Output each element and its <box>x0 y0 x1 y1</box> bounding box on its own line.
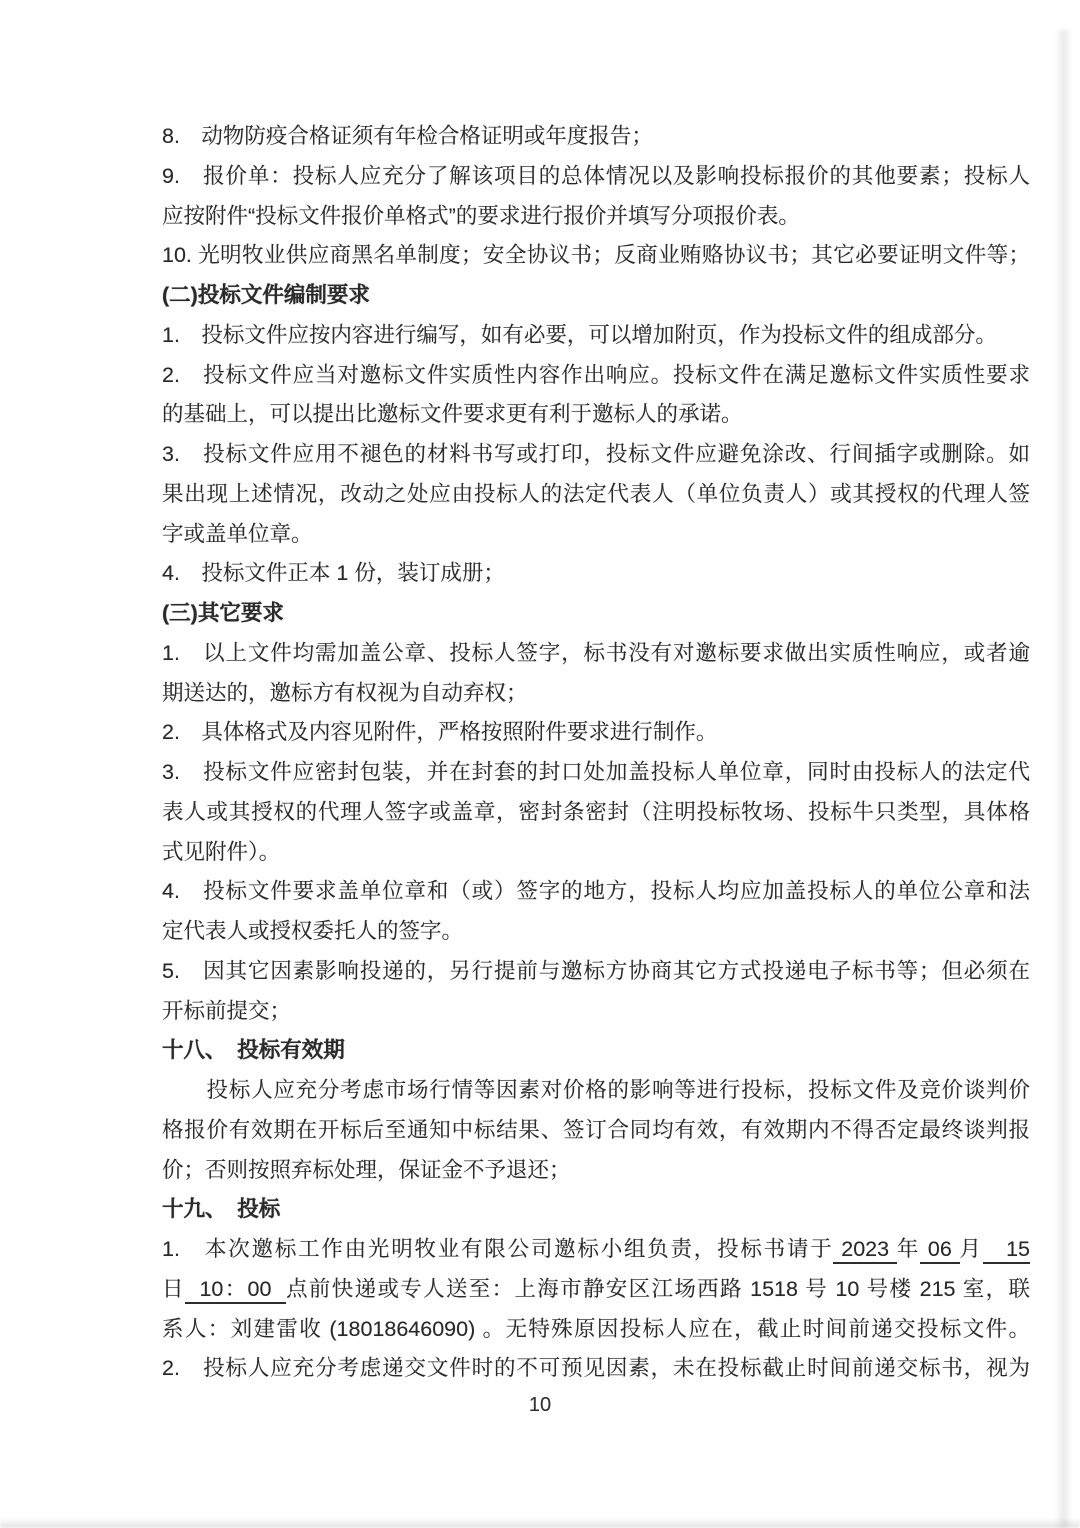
document-body <box>162 117 1030 1389</box>
text-line: 1. 以上文件均需加盖公章、投标人签字，标书没有对邀标要求做出实质性响应，或者逾 <box>162 640 1030 665</box>
page-number: 10 <box>528 1394 552 1416</box>
text-line <box>162 1270 1030 1310</box>
section-heading: (三)其它要求 <box>162 601 284 625</box>
text-line: 格报价有效期在开标后至通知中标结果、签订合同均有效，有效期内不得否定最终谈判报 <box>162 1117 1030 1142</box>
blank-field-value: 06 <box>920 1237 959 1264</box>
text-line: 定代表人或授权委托人的签字。 <box>162 919 464 943</box>
text-line: 果出现上述情况，改动之处应由投标人的法定代表人（单位负责人）或其授权的代理人签 <box>162 481 1030 506</box>
text-line: 1. 投标文件应按内容进行编写，如有必要，可以增加附页，作为投标文件的组成部分。 <box>162 322 997 347</box>
text-line: 8. 动物防疫合格证须有年检合格证明或年度报告； <box>162 124 653 148</box>
text-segment: 1. 本次邀标工作由光明牧业有限公司邀标小组负责，投标书请于 <box>162 1237 834 1261</box>
text-line: 投标人应充分考虑市场行情等因素对价格的影响等进行投标，投标文件及竞价谈判价 <box>162 1078 1030 1102</box>
text-line: 4. 投标文件要求盖单位章和（或）签字的地方，投标人均应加盖投标人的单位公章和法 <box>162 879 1030 904</box>
text-line: 10. 光明牧业供应商黑名单制度；安全协议书；反商业贿赂协议书；其它必要证明文件等； <box>162 243 1030 268</box>
blank-field-value: 10：00 <box>185 1277 286 1304</box>
section-heading: 十九、 投标 <box>162 1197 281 1222</box>
text-line: 式见附件）。 <box>162 839 281 864</box>
text-line: 2. 投标文件应当对邀标文件实质性内容作出响应。投标文件在满足邀标文件实质性要求 <box>162 362 1030 387</box>
text-line: 5. 因其它因素影响投递的，另行提前与邀标方协商其它方式投递电子标书等；但必须在 <box>162 958 1030 983</box>
text-line: 价；否则按照弃标处理，保证金不予退还； <box>162 1157 571 1182</box>
text-line: 9. 报价单：投标人应充分了解该项目的总体情况以及影响投标报价的其他要素；投标人 <box>162 163 1030 188</box>
text-line: 的基础上，可以提出比邀标文件要求更有利于邀标人的承诺。 <box>162 402 743 427</box>
text-line: 开标前提交； <box>162 998 292 1023</box>
text-line: 应按附件“投标文件报价单格式”的要求进行报价并填写分项报价表。 <box>162 203 800 228</box>
text-line: 字或盖单位章。 <box>162 521 313 546</box>
section-heading: 十八、 投标有效期 <box>162 1038 345 1063</box>
blank-field-value: 2023 <box>833 1237 896 1264</box>
text-line: 2. 具体格式及内容见附件，严格按照附件要求进行制作。 <box>162 720 718 745</box>
text-segment: 月 <box>959 1237 983 1261</box>
text-segment: 年 <box>896 1237 921 1261</box>
text-line: 3. 投标文件应用不褪色的材料书写或打印，投标文件应避免涂改、行间插字或删除。如 <box>162 442 1030 466</box>
text-line <box>162 1230 1030 1270</box>
text-line: 系人：刘建雷收 (18018646090) 。无特殊原因投标人应在，截止时间前递交投标文件。 <box>162 1316 1030 1341</box>
section-heading: (二)投标文件编制要求 <box>162 283 370 307</box>
text-line: 2. 投标人应充分考虑递交文件时的不可预见因素，未在投标截止时间前递交标书，视为 <box>162 1356 1030 1381</box>
blank-field-value: 15 <box>983 1237 1030 1264</box>
text-segment: 日 <box>162 1276 185 1301</box>
text-line: 4. 投标文件正本 1 份，装订成册； <box>162 561 505 586</box>
scan-edge-shadow-right <box>1056 30 1070 1528</box>
scan-edge-shadow-bottom <box>0 1518 1080 1528</box>
text-segment: 点前快递或专人送至：上海市静安区江场西路 1518 号 10 号楼 215 室，联 <box>286 1276 1030 1301</box>
text-line: 期送达的，邀标方有权视为自动弃权； <box>162 680 528 705</box>
text-line: 3. 投标文件应密封包装，并在封套的封口处加盖投标人单位章，同时由投标人的法定代 <box>162 760 1030 784</box>
text-line: 表人或其授权的代理人签字或盖章，密封条密封（注明投标牧场、投标牛只类型，具体格 <box>162 799 1030 824</box>
